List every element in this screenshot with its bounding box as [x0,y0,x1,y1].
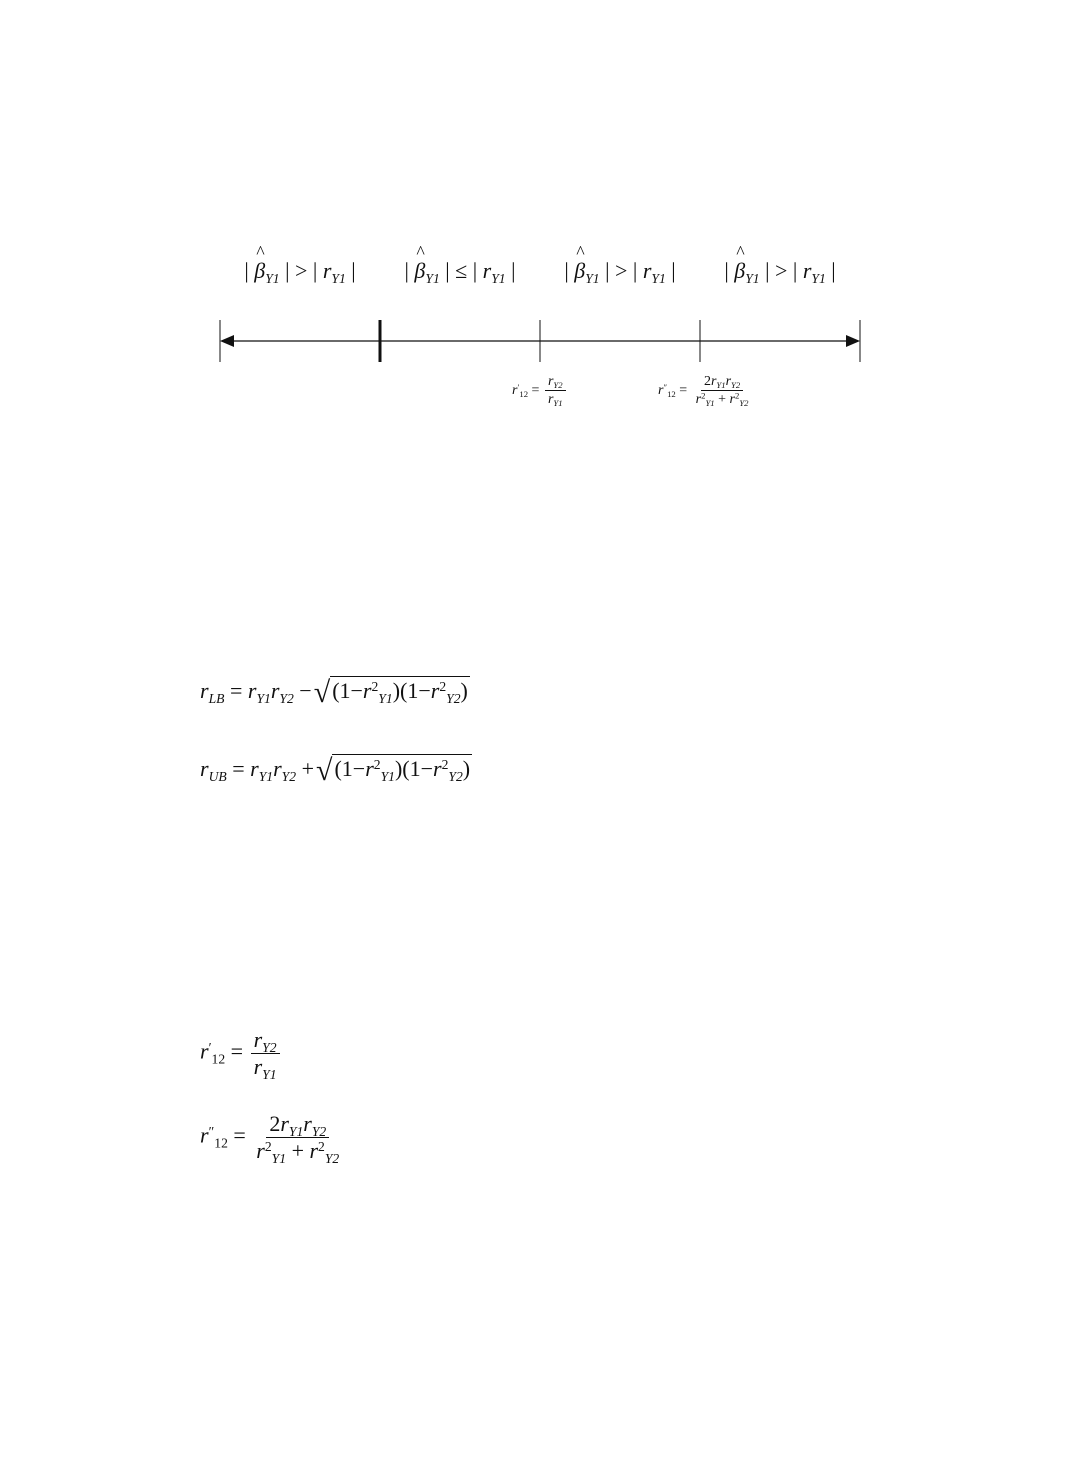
radicand: $(1-r^2_{Y1})(1-r^2_{Y2})$ [332,678,468,706]
right-arrowhead-icon [846,335,860,347]
relation: | > | [605,258,638,283]
beta-symbol: β [734,258,746,283]
fraction: $\frac{2r_{Y1}r_{Y2}}{r^2_{Y1} + r^2_{Y2}}$ [256,1111,340,1166]
square-root-icon: √ [315,754,333,787]
beta-symbol: β [414,258,426,283]
formula-upper-bound: $r_{UB} = r_{Y1}r_{Y2} +√(1-r^2_{Y1})(1-r^2_{Y2})$ [200,754,471,787]
number-line [0,0,1082,420]
radicand: $(1-r^2_{Y1})(1-r^2_{Y2})$ [334,756,471,784]
definition-r12-prime: $r'_{12}$ = $\frac{r_{Y2}}{r_{Y1}}$ [200,1028,282,1079]
fraction: $\frac{r_{Y2}}{r_{Y1}}$ [251,1028,280,1079]
condition-label-3: | ^ $\beta_{Y1}$ | > | $r_{Y1}$ | [564,242,676,286]
left-arrowhead-icon [220,335,234,347]
beta-symbol: β [574,258,586,283]
condition-label-1: | ^ $\beta_{Y1}$ | > | $r_{Y1}$ | [244,242,356,286]
tick-label-r12-double-prime: $r''_{12}$ = $\frac{2r_{Y1}r_{Y2}}{r^2_{Y1} + r^2_{Y2}}$ [658,374,754,408]
relation: | ≤ | [445,258,478,283]
formula-lower-bound: $r_{LB} = r_{Y1}r_{Y2} -√(1-r^2_{Y1})(1-r^2_{Y2})$ [200,676,468,709]
square-root-icon: √ [313,676,331,709]
condition-label-4: | ^ $\beta_{Y1}$ | > | $r_{Y1}$ | [724,242,836,286]
relation: | > | [765,258,798,283]
beta-symbol: β [254,258,266,283]
condition-label-2: | ^ $\beta_{Y1}$ | ≤ | $r_{Y1}$ | [404,242,516,286]
tick-label-r12-prime: $r'_{12}$ = $\frac{r_{Y2}}{r_{Y1}}$ [512,374,568,408]
abs-bar: | [244,258,249,283]
relation: | > | [285,258,318,283]
fraction: $\frac{r_{Y2}}{r_{Y1}}$ [545,374,566,408]
fraction: $\frac{2r_{Y1}r_{Y2}}{r^2_{Y1} + r^2_{Y2}}$ [695,374,749,409]
definition-r12-double-prime: $r''_{12}$ = $\frac{2r_{Y1}r_{Y2}}{r^2_{Y1} + r^2_{Y2}}$ [200,1112,344,1163]
